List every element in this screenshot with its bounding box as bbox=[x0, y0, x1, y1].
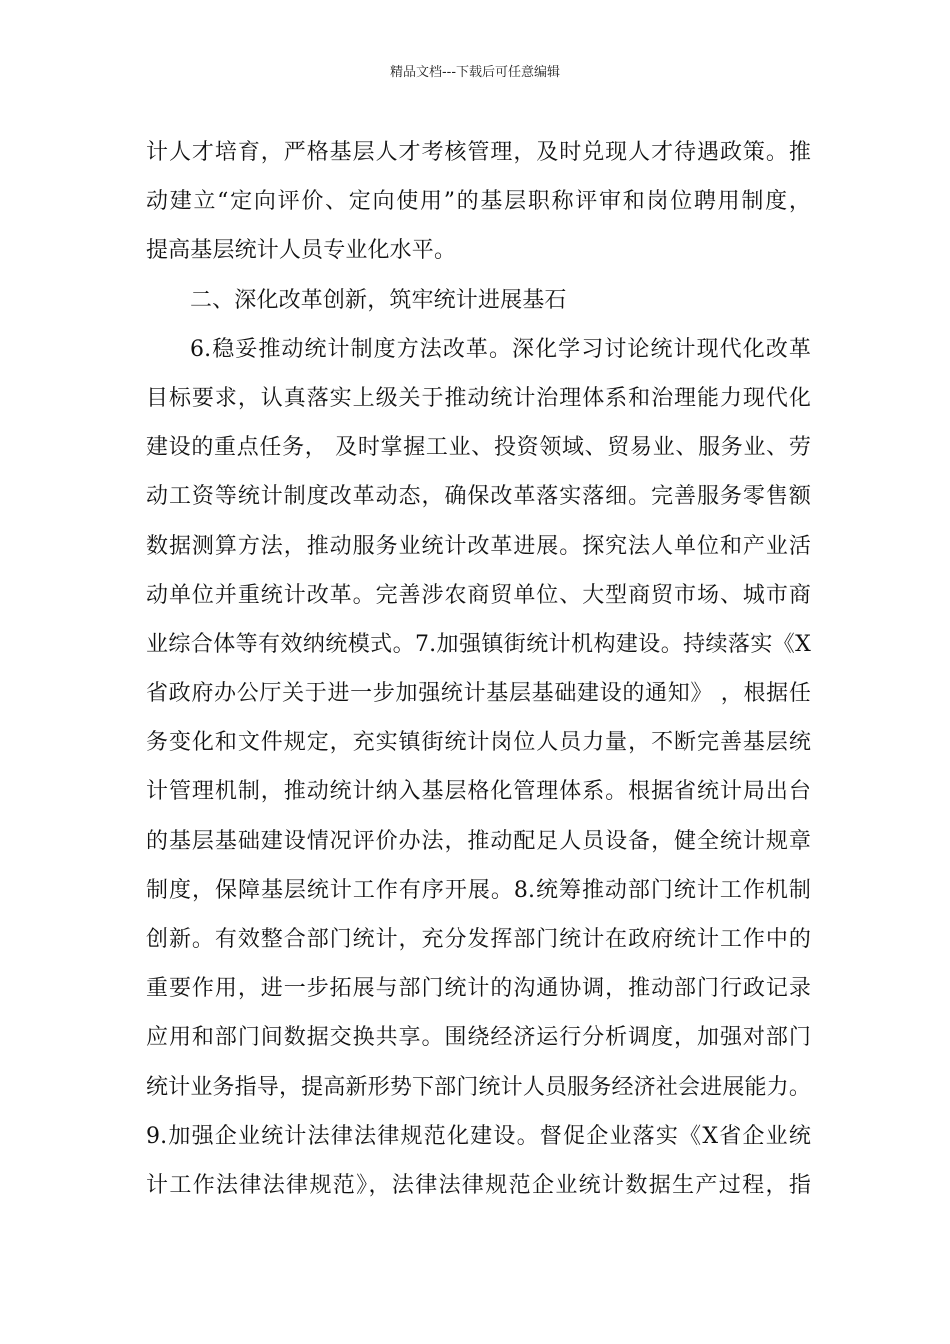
paragraph-line: 动建立“定向评价、定向使用”的基层职称评审和岗位聘用制度， bbox=[146, 189, 811, 215]
paragraph-line: 6.稳妥推动统计制度方法改革。深化学习讨论统计现代化改革 bbox=[190, 336, 811, 362]
paragraph-line: 动工资等统计制度改革动态，确保改革落实落细。完善服务零售额 bbox=[146, 484, 811, 510]
paragraph-line: 业综合体等有效纳统模式。7.加强镇街统计机构建设。持续落实《X bbox=[146, 631, 811, 657]
paragraph-line: 计人才培育，严格基层人才考核管理，及时兑现人才待遇政策。推 bbox=[146, 140, 811, 165]
paragraph-line: 制度，保障基层统计工作有序开展。8.统筹推动部门统计工作机制 bbox=[146, 877, 811, 903]
paragraph-line: 重要作用，进一步拓展与部门统计的沟通协调，推动部门行政记录 bbox=[146, 976, 811, 1002]
paragraph-line: 计工作法律法律规范》，法律法律规范企业统计数据生产过程，指 bbox=[146, 1172, 811, 1198]
paragraph-line: 数据测算方法，推动服务业统计改革进展。探究法人单位和产业活 bbox=[146, 533, 811, 559]
paragraph-line: 省政府办公厅关于进一步加强统计基层基础建设的通知》 ，根据任 bbox=[146, 681, 811, 707]
body-text bbox=[146, 128, 811, 1210]
paragraph-line: 应用和部门间数据交换共享。围绕经济运行分析调度，加强对部门 bbox=[146, 1025, 811, 1051]
section-heading: 二、深化改革创新，筑牢统计进展基石 bbox=[190, 287, 567, 313]
page-header: 精品文档---下载后可任意编辑 bbox=[389, 65, 561, 80]
paragraph-line: 的基层基础建设情况评价办法，推动配足人员设备，健全统计规章 bbox=[146, 828, 811, 854]
paragraph-line: 计管理机制，推动统计纳入基层格化管理体系。根据省统计局出台 bbox=[146, 779, 811, 805]
paragraph-line: 建设的重点任务， 及时掌握工业、投资领域、贸易业、服务业、劳 bbox=[146, 435, 811, 461]
paragraph-line: 动单位并重统计改革。完善涉农商贸单位、大型商贸市场、城市商 bbox=[146, 582, 811, 608]
paragraph-line: 创新。有效整合部门统计，充分发挥部门统计在政府统计工作中的 bbox=[146, 927, 811, 952]
paragraph-line: 目标要求，认真落实上级关于推动统计治理体系和治理能力现代化 bbox=[146, 385, 811, 411]
paragraph-line: 提高基层统计人员专业化水平。 bbox=[146, 238, 457, 264]
paragraph-line: 9.加强企业统计法律法律规范化建设。督促企业落实《X省企业统 bbox=[146, 1123, 811, 1149]
paragraph-line: 统计业务指导，提高新形势下部门统计人员服务经济社会进展能力。 bbox=[146, 1074, 811, 1100]
paragraph-line: 务变化和文件规定，充实镇街统计岗位人员力量，不断完善基层统 bbox=[146, 730, 811, 756]
